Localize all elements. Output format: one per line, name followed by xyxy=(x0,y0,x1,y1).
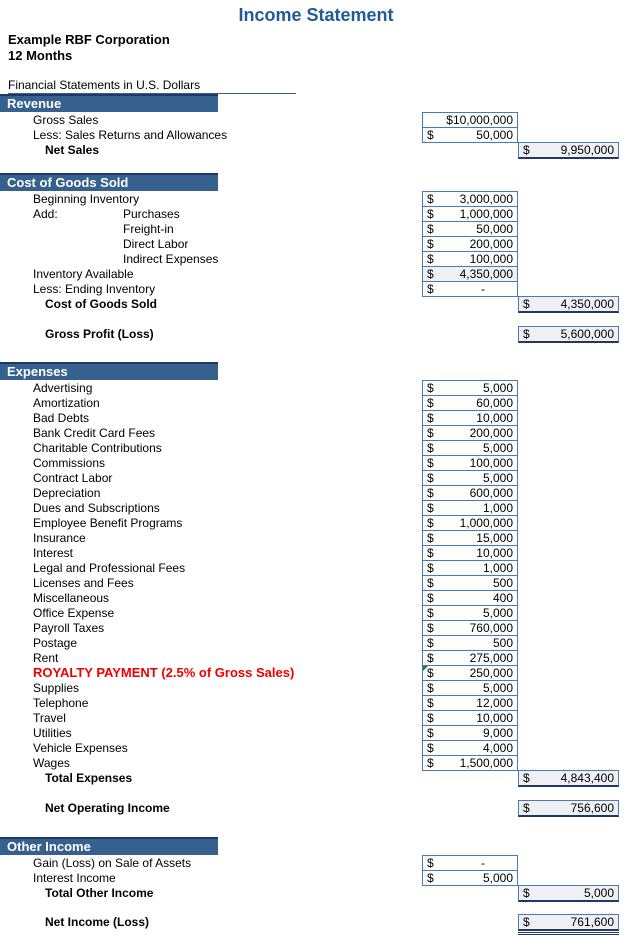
item-label: Beginning Inventory xyxy=(33,192,140,206)
item-label: Interest xyxy=(33,546,74,560)
line-item xyxy=(0,237,632,252)
cell-value: 400 xyxy=(492,591,513,605)
value-cell[interactable] xyxy=(422,620,518,636)
spacer xyxy=(0,158,632,173)
value-cell[interactable] xyxy=(422,575,518,591)
currency-symbol: $ xyxy=(427,561,434,575)
cell-value: 275,000 xyxy=(469,651,513,665)
currency-symbol: $ xyxy=(427,726,434,740)
value-cell[interactable] xyxy=(422,855,518,871)
line-item xyxy=(0,267,632,282)
line-item xyxy=(0,143,632,158)
value-cell[interactable] xyxy=(422,410,518,426)
cell-value: 1,000 xyxy=(482,561,513,575)
spacer xyxy=(0,901,632,915)
section-header-other-income: Other Income xyxy=(0,837,218,855)
line-item xyxy=(0,501,632,516)
item-label: Gain (Loss) on Sale of Assets xyxy=(33,856,192,870)
cell-value: 5,000 xyxy=(482,471,513,485)
line-item xyxy=(0,696,632,711)
page-title: Income Statement xyxy=(238,5,394,25)
total-cell xyxy=(518,326,619,343)
line-item xyxy=(0,396,632,411)
cell-value: 50,000 xyxy=(476,222,513,236)
line-item xyxy=(0,441,632,456)
line-item xyxy=(0,801,632,816)
value-cell[interactable] xyxy=(422,710,518,726)
currency-symbol: $ xyxy=(427,591,434,605)
currency-symbol: $ xyxy=(523,327,530,341)
item-label: Rent xyxy=(33,651,59,665)
cell-value: 5,600,000 xyxy=(560,327,614,341)
currency-symbol: $ xyxy=(523,297,530,311)
item-label: Less: Ending Inventory xyxy=(33,282,156,296)
currency-symbol: $ xyxy=(427,267,434,281)
currency-symbol: $ xyxy=(427,531,434,545)
cell-value: 15,000 xyxy=(476,531,513,545)
cell-value: 100,000 xyxy=(469,252,513,266)
line-item xyxy=(0,915,632,930)
item-label: Net Sales xyxy=(45,143,100,157)
currency-symbol: $ xyxy=(523,886,530,900)
company-name: Example RBF Corporation xyxy=(8,32,170,47)
value-cell[interactable] xyxy=(422,206,518,222)
line-item xyxy=(0,456,632,471)
item-label: Cost of Goods Sold xyxy=(45,297,157,311)
currency-symbol: $ xyxy=(427,651,434,665)
line-item xyxy=(0,426,632,441)
cell-value: 5,000 xyxy=(482,441,513,455)
cell-value: 50,000 xyxy=(476,128,513,142)
line-item xyxy=(0,128,632,143)
item-label: Inventory Available xyxy=(33,267,134,281)
currency-symbol: $ xyxy=(427,381,434,395)
value-cell[interactable] xyxy=(422,500,518,516)
cell-value: 600,000 xyxy=(469,486,513,500)
cell-value: 200,000 xyxy=(469,237,513,251)
value-cell[interactable] xyxy=(422,236,518,252)
line-item xyxy=(0,871,632,886)
value-cell[interactable] xyxy=(422,530,518,546)
item-label: Dues and Subscriptions xyxy=(33,501,160,515)
item-label: Less: Sales Returns and Allowances xyxy=(33,128,228,142)
line-item xyxy=(0,381,632,396)
cell-value: 500 xyxy=(492,576,513,590)
currency-symbol: $ xyxy=(427,756,434,770)
currency-symbol: $ xyxy=(523,801,530,815)
cell-value: 12,000 xyxy=(476,696,513,710)
cell-value: 5,000 xyxy=(482,681,513,695)
line-item xyxy=(0,327,632,342)
item-label: Charitable Contributions xyxy=(33,441,162,455)
currency-symbol: $ xyxy=(427,576,434,590)
item-label: Telephone xyxy=(33,696,89,710)
currency-symbol: $ xyxy=(427,441,434,455)
item-label: Add: xyxy=(33,207,58,221)
currency-symbol: $ xyxy=(427,666,434,680)
value-cell[interactable] xyxy=(422,251,518,267)
value-cell[interactable] xyxy=(422,485,518,501)
cell-value: 5,000 xyxy=(482,606,513,620)
line-item xyxy=(0,546,632,561)
cell-value: 4,000 xyxy=(482,741,513,755)
item-label: Contract Labor xyxy=(33,471,113,485)
cell-value: 1,000,000 xyxy=(459,207,513,221)
cell-value: 5,000 xyxy=(583,886,614,900)
item-label: Total Other Income xyxy=(45,886,154,900)
item-label: Depreciation xyxy=(33,486,101,500)
item-label: Miscellaneous xyxy=(33,591,110,605)
line-item xyxy=(0,606,632,621)
value-cell[interactable] xyxy=(422,590,518,606)
currency-symbol: $ xyxy=(427,546,434,560)
period-label: 12 Months xyxy=(8,48,73,63)
line-item xyxy=(0,591,632,606)
item-label: Office Expense xyxy=(33,606,115,620)
value-cell[interactable] xyxy=(422,680,518,696)
value-cell[interactable] xyxy=(422,281,518,297)
cell-value: 5,000 xyxy=(482,871,513,885)
value-cell[interactable] xyxy=(422,665,518,681)
cell-value: 4,350,000 xyxy=(459,267,513,281)
currency-symbol: $ xyxy=(427,636,434,650)
currency-symbol: $ xyxy=(427,252,434,266)
line-item xyxy=(0,207,632,222)
section-header-revenue: Revenue xyxy=(0,94,218,112)
value-cell[interactable] xyxy=(422,605,518,621)
currency-symbol: $ xyxy=(427,128,434,142)
currency-symbol: $ xyxy=(427,411,434,425)
value-cell[interactable] xyxy=(422,515,518,531)
currency-symbol: $ xyxy=(427,516,434,530)
item-label: Gross Sales xyxy=(33,113,99,127)
value-cell[interactable] xyxy=(422,725,518,741)
currency-symbol: $ xyxy=(427,426,434,440)
item-label: Travel xyxy=(33,711,66,725)
currency-symbol: $ xyxy=(427,282,434,296)
cell-value: 9,000 xyxy=(482,726,513,740)
line-item xyxy=(0,192,632,207)
currency-symbol: $ xyxy=(427,606,434,620)
line-item xyxy=(0,561,632,576)
total-cell xyxy=(518,770,619,787)
line-item xyxy=(0,222,632,237)
item-label: Wages xyxy=(33,756,70,770)
cell-value: 500 xyxy=(492,636,513,650)
line-item xyxy=(0,297,632,312)
value-cell[interactable] xyxy=(422,740,518,756)
item-label: Total Expenses xyxy=(45,771,133,785)
value-cell[interactable] xyxy=(422,380,518,396)
item-label: Net Operating Income xyxy=(45,801,170,815)
value-cell[interactable] xyxy=(422,395,518,411)
value-cell[interactable] xyxy=(422,755,518,771)
section-header-cost-of-goods-sold: Cost of Goods Sold xyxy=(0,173,218,191)
value-cell[interactable] xyxy=(422,455,518,471)
line-item xyxy=(0,636,632,651)
item-label: Employee Benefit Programs xyxy=(33,516,183,530)
value-cell[interactable] xyxy=(422,545,518,561)
line-item xyxy=(0,651,632,666)
currency-symbol: $ xyxy=(427,207,434,221)
currency-symbol: $ xyxy=(427,222,434,236)
cell-value: 5,000 xyxy=(482,381,513,395)
section-header-expenses: Expenses xyxy=(0,362,218,380)
line-item xyxy=(0,681,632,696)
line-item xyxy=(0,666,632,681)
item-label: Legal and Professional Fees xyxy=(33,561,186,575)
currency-symbol: $ xyxy=(427,396,434,410)
cell-value: 1,000 xyxy=(482,501,513,515)
line-item xyxy=(0,531,632,546)
line-item xyxy=(0,726,632,741)
item-label: ROYALTY PAYMENT (2.5% of Gross Sales) xyxy=(33,665,295,680)
value-cell[interactable] xyxy=(422,470,518,486)
item-label: Supplies xyxy=(33,681,80,695)
currency-note: Financial Statements in U.S. Dollars xyxy=(8,78,296,94)
cell-value: - xyxy=(481,856,485,870)
cell-value: 10,000 xyxy=(476,546,513,560)
cell-value: 761,600 xyxy=(570,915,614,929)
item-sublabel: Indirect Expenses xyxy=(123,252,219,266)
total-cell xyxy=(518,800,619,817)
line-item xyxy=(0,886,632,901)
spacer xyxy=(0,342,632,362)
item-label: Insurance xyxy=(33,531,86,545)
statement-body xyxy=(0,94,632,930)
item-sublabel: Purchases xyxy=(123,207,180,221)
cell-value: 200,000 xyxy=(469,426,513,440)
value-cell[interactable] xyxy=(422,112,518,128)
cell-value: $10,000,000 xyxy=(446,113,513,127)
cell-value: 9,950,000 xyxy=(560,143,614,157)
currency-symbol: $ xyxy=(427,237,434,251)
value-cell[interactable] xyxy=(422,870,518,886)
cell-value: 1,500,000 xyxy=(459,756,513,770)
cell-value: 250,000 xyxy=(469,666,513,680)
cell-value: 4,350,000 xyxy=(560,297,614,311)
spacer xyxy=(0,786,632,801)
line-item xyxy=(0,252,632,267)
spacer xyxy=(0,312,632,327)
line-item xyxy=(0,516,632,531)
currency-symbol: $ xyxy=(427,856,434,870)
value-cell[interactable] xyxy=(422,191,518,207)
item-label: Payroll Taxes xyxy=(33,621,105,635)
item-label: Vehicle Expenses xyxy=(33,741,128,755)
currency-symbol: $ xyxy=(427,711,434,725)
cell-value: 10,000 xyxy=(476,711,513,725)
value-cell[interactable] xyxy=(422,635,518,651)
item-sublabel: Freight-in xyxy=(123,222,174,236)
cell-value: - xyxy=(481,282,485,296)
item-label: Bank Credit Card Fees xyxy=(33,426,156,440)
currency-symbol: $ xyxy=(427,741,434,755)
value-cell[interactable] xyxy=(422,650,518,666)
line-item xyxy=(0,741,632,756)
item-label: Utilities xyxy=(33,726,72,740)
spacer xyxy=(0,816,632,837)
line-item xyxy=(0,486,632,501)
value-cell[interactable] xyxy=(422,221,518,237)
cell-value: 4,843,400 xyxy=(560,771,614,785)
item-label: Licenses and Fees xyxy=(33,576,134,590)
line-item xyxy=(0,471,632,486)
currency-symbol: $ xyxy=(427,192,434,206)
value-cell[interactable] xyxy=(422,560,518,576)
line-item xyxy=(0,621,632,636)
currency-symbol: $ xyxy=(523,771,530,785)
cell-value: 3,000,000 xyxy=(459,192,513,206)
currency-symbol: $ xyxy=(427,456,434,470)
cell-value: 760,000 xyxy=(469,621,513,635)
line-item xyxy=(0,711,632,726)
total-cell xyxy=(518,142,619,159)
value-cell[interactable] xyxy=(422,425,518,441)
currency-symbol: $ xyxy=(427,621,434,635)
item-label: Interest Income xyxy=(33,871,116,885)
line-item xyxy=(0,771,632,786)
cell-value: 60,000 xyxy=(476,396,513,410)
total-cell xyxy=(518,914,619,931)
line-item xyxy=(0,576,632,591)
currency-symbol: $ xyxy=(427,871,434,885)
total-cell xyxy=(518,885,619,902)
total-cell xyxy=(518,296,619,313)
item-label: Amortization xyxy=(33,396,100,410)
item-label: Net Income (Loss) xyxy=(45,915,150,929)
cell-value: 100,000 xyxy=(469,456,513,470)
item-label: Advertising xyxy=(33,381,93,395)
line-item xyxy=(0,856,632,871)
cell-value: 1,000,000 xyxy=(459,516,513,530)
line-item xyxy=(0,756,632,771)
currency-symbol: $ xyxy=(523,143,530,157)
value-cell[interactable] xyxy=(422,695,518,711)
cell-value: 756,600 xyxy=(570,801,614,815)
currency-symbol: $ xyxy=(523,915,530,929)
value-cell[interactable] xyxy=(422,127,518,143)
currency-symbol: $ xyxy=(427,501,434,515)
item-sublabel: Direct Labor xyxy=(123,237,189,251)
currency-symbol: $ xyxy=(427,486,434,500)
line-item xyxy=(0,411,632,426)
value-cell[interactable] xyxy=(422,440,518,456)
line-item xyxy=(0,113,632,128)
item-label: Gross Profit (Loss) xyxy=(45,327,154,341)
currency-symbol: $ xyxy=(427,471,434,485)
line-item xyxy=(0,282,632,297)
item-label: Bad Debts xyxy=(33,411,90,425)
currency-symbol: $ xyxy=(427,696,434,710)
currency-symbol: $ xyxy=(427,681,434,695)
cell-value: 10,000 xyxy=(476,411,513,425)
item-label: Commissions xyxy=(33,456,106,470)
item-label: Postage xyxy=(33,636,78,650)
